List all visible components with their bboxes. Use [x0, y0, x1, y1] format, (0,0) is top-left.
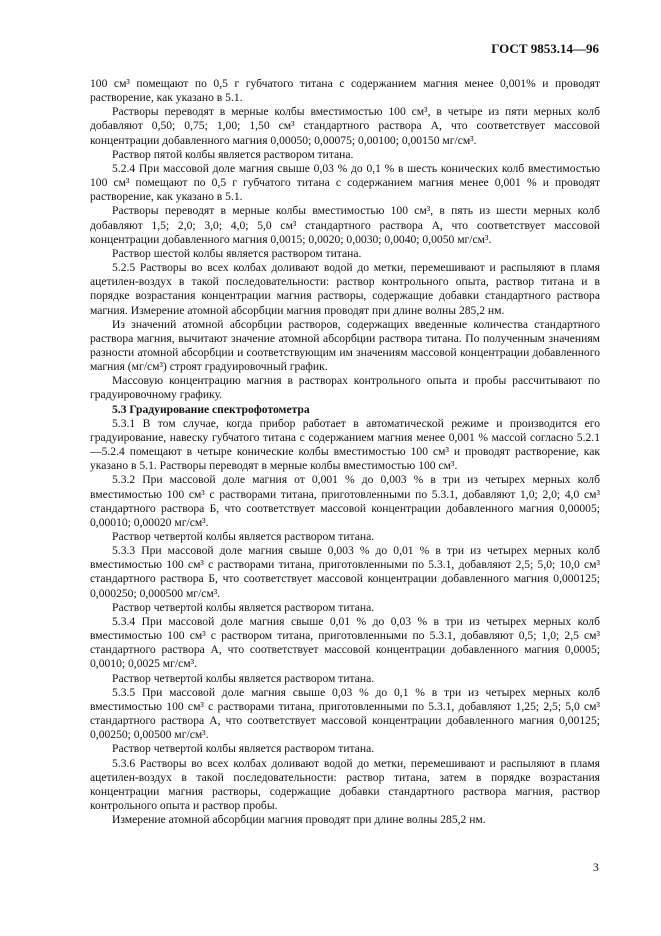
page-number: 3: [593, 862, 599, 874]
paragraph: Массовую концентрацию магния в растворах контрольного опыта и пробы рассчитывают по градуировочному графику.: [90, 374, 600, 402]
paragraph: 5.3.5 При массовой доле магния свыше 0,03 % до 0,1 % в три из четырех мерных колб вместимостью 100 см³ с растворами титана, приготовленными по 5.3.1, добавляют 1,25; 2,5; 5,0 см³ стандартного раствора А, что соответствует массовой концентрации добавленного магния 0,00125; 0,00250; 0,00500 мг/см³.: [90, 685, 600, 742]
paragraph: 5.2.4 При массовой доле магния свыше 0,03 % до 0,1 % в шесть конических колб вместимостью 100 см³ помещают по 0,5 г губчатого титана с содержанием магния менее 0,001 % и проводят растворение, как указано в 5.1.: [90, 161, 600, 204]
paragraph: 100 см³ помещают по 0,5 г губчатого титана с содержанием магния менее 0,001% и проводят растворение, как указано в 5.1.: [90, 77, 600, 105]
document-header: ГОСТ 9853.14—96: [491, 41, 599, 56]
document-body: [90, 77, 600, 827]
paragraph: Раствор шестой колбы является раствором титана.: [112, 246, 362, 260]
section-heading: 5.3 Градуирование спектрофотометра: [112, 402, 310, 416]
paragraph: 5.3.1 В том случае, когда прибор работает в автоматической режиме и производится его градуирование, навеску губчатого титана с содержанием магния менее 0,001 % массой согласно 5.2.1—5.2.4 помещают в четыре конические колбы вместимостью 100 см³ и проводят растворение, как указано в 5.1. Растворы переводят в мерные колбы вместимостью 100 см³.: [90, 416, 600, 473]
paragraph: 5.3.4 При массовой доле магния свыше 0,01 % до 0,03 % в три из четырех мерных колб вместимостью 100 см³ с раствором титана, приготовленными по 5.3.1, добавляют 0,5; 1,0; 2,5 см³ стандартного раствора А, что соответствует массовой концентрации добавленного магния 0,0005; 0,0010; 0,0025 мг/см³.: [90, 614, 600, 671]
paragraph: Раствор четвертой колбы является раствором титана.: [112, 600, 375, 614]
paragraph: Растворы переводят в мерные колбы вместимостью 100 см³, в пять из шести мерных колб добавляют 1,5; 2,0; 3,0; 4,0; 5,0 см³ стандартного раствора А, что соответствует массовой концентрации добавленного магния 0,0015; 0,0020; 0,0030; 0,0040; 0,0050 мг/см³.: [90, 204, 600, 246]
paragraph: 5.3.3 При массовой доле магния свыше 0,003 % до 0,01 % в три из четырех мерных колб вместимостью 100 см³ с растворами титана, приготовленными по 5.3.1, добавляют 2,5; 5,0; 10,0 см³ стандартного раствора Б, что соответствует массовой концентрации добавленного магния 0,000125; 0,000250; 0,000500 мг/см³.: [90, 544, 600, 600]
paragraph: Раствор четвертой колбы является раствором титана.: [112, 671, 375, 685]
paragraph: Раствор пятой колбы является раствором титана.: [112, 147, 354, 161]
paragraph: Растворы переводят в мерные колбы вместимостью 100 см³, в четыре из пяти мерных колб добавляют 0,50; 0,75; 1,00; 1,50 см³ стандартного раствора А, что соответствует массовой концентрации добавленного магния 0,00050; 0,00075; 0,00100; 0,00150 мг/см³.: [90, 105, 600, 147]
paragraph: Из значений атомной абсорбции растворов, содержащих введенные количества стандартного раствора магния, вычитают значение атомной абсорбции раствора титана. По полученным значениям разности атомной абсорбции и соответствующим им значениям массовой концентрации добавленного магния (мг/см³) строят градуировочный график.: [90, 317, 600, 374]
paragraph: 5.2.5 Растворы во всех колбах доливают водой до метки, перемешивают и распыляют в пламя ацетилен-воздух в такой последовательности: раствор контрольного опыта, раствор титана и в порядке возрастания концентрации магния растворы, содержащие добавки стандартного раствора магния. Измерение атомной абсорбции магния проводят при длине волны 285,2 нм.: [90, 261, 600, 317]
paragraph: Раствор четвертой колбы является раствором титана.: [112, 742, 375, 756]
paragraph: 5.3.6 Растворы во всех колбах доливают водой до метки, перемешивают и распыляют в пламя ацетилен-воздух в такой последовательности: раствор титана, затем в порядке возрастания концентрации магния растворы, содержащие добавки стандартного раствора магния, раствор контрольного опыта и раствор пробы.: [90, 756, 600, 812]
paragraph: Измерение атомной абсорбции магния проводят при длине волны 285,2 нм.: [112, 813, 486, 827]
paragraph: Раствор четвертой колбы является раствором титана.: [112, 530, 375, 543]
paragraph: 5.3.2 При массовой доле магния от 0,001 % до 0,003 % в три из четырех мерных колб вместимостью 100 см³ с растворами титана, приготовленными по 5.3.1, добавляют 1,0; 2,0; 4,0 см³ стандартного раствора Б, что соответствует массовой концентрации добавленного магния 0,00005; 0,00010; 0,00020 мг/см³.: [90, 473, 600, 529]
